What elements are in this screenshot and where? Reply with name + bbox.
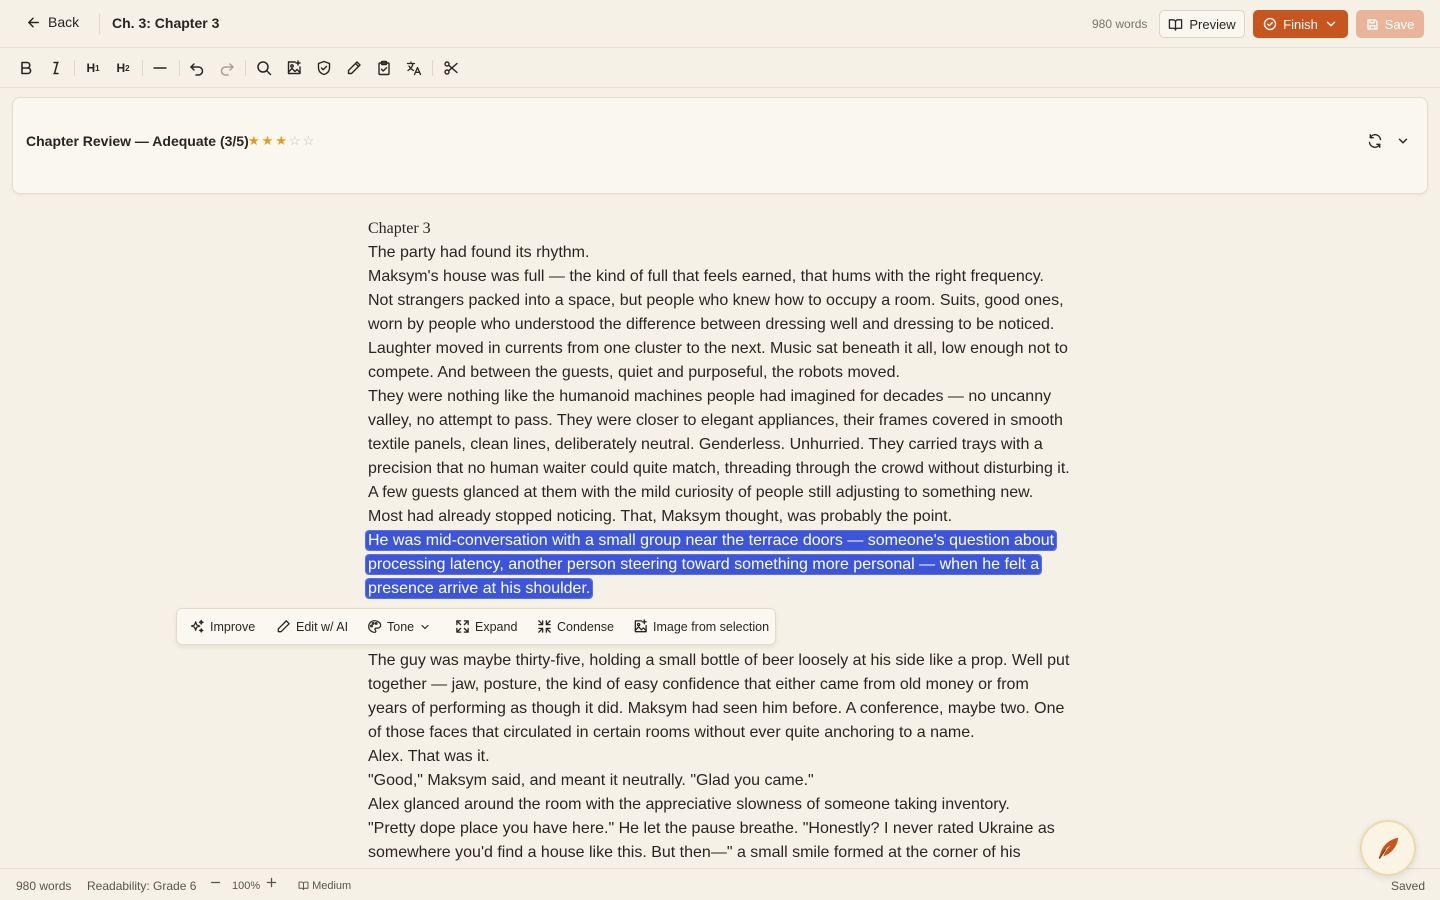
search-button[interactable] [255, 59, 273, 77]
cut-button[interactable] [442, 59, 460, 77]
check-shield-button[interactable] [315, 59, 333, 77]
paragraph: Alex glanced around the room with the appreciative slowness of someone taking inventory. [368, 796, 1010, 813]
toolbar-separator [432, 60, 433, 76]
chapter-review-card[interactable] [12, 97, 1428, 194]
horizontal-rule-button[interactable] [151, 59, 169, 77]
image-from-selection-button[interactable] [633, 619, 769, 634]
heading-1-button[interactable] [84, 59, 102, 77]
shield-check-icon [316, 60, 332, 76]
pencil-icon [276, 619, 291, 634]
save-label: Save [1384, 16, 1415, 32]
paragraph: They were nothing like the humanoid machines people had imagined for decades — no uncanny valley, no attempt to pass. They were closer to elegant appliances, their frames covered in smooth textile panels, clean lines, deliberately neutral. Genderless. Unhurried. They carried trays with a precision that no human waiter could quite match, threading through the crowd without disturbing it. A few guests glanced at them with the mild curiosity of people still adjusting to something new. Most had already stopped noticing. That, Maksym thought, was probably the point. [368, 388, 1070, 525]
expand-icon [455, 619, 470, 634]
width-mode-label: Medium [312, 880, 352, 892]
paragraph: Maksym's house was full — the kind of full that feels earned, that hums with the right frequency. Not strangers packed into a space, but people who knew how to occupy a room. Suits, good ones, worn by people who understood the difference between dressing well and dressing to be noticed. Laughter moved in currents from one cluster to the next. Music sat beneath it all, low enough not to compete. And between the guests, quiet and purposeful, the robots moved. [368, 268, 1068, 381]
preview-label: Preview [1189, 16, 1236, 32]
word-count: 980 words [1092, 17, 1148, 31]
toolbar-separator [142, 60, 143, 76]
insert-image-button[interactable] [285, 59, 303, 77]
minus-icon [209, 876, 222, 889]
paragraph: The guy was maybe thirty-five, holding a small bottle of beer loosely at his side like a prop. Well put together — jaw, posture, the kind of easy confidence that either came from old money or from years of performing as though it did. Maksym had seen him before. A conference, maybe two. One of those faces that circulated in certain rooms without ever quite anchoring to a name. [368, 652, 1070, 741]
chevron-down-icon [1324, 17, 1338, 31]
search-icon [256, 60, 272, 76]
back-label: Back [48, 14, 80, 30]
selected-paragraph [366, 529, 1072, 601]
refresh-icon[interactable] [1367, 133, 1383, 149]
zoom-out-button[interactable] [209, 876, 222, 890]
bold-icon [18, 60, 34, 76]
condense-label: Condense [557, 619, 614, 634]
redo-icon [219, 60, 235, 76]
text-selection: He was mid-conversation with a small group near the terrace doors — someone's question about processing latency, another person steering toward something more personal — when he felt a presence arrive at his shoulder. [368, 532, 1055, 597]
finish-label: Finish [1283, 16, 1318, 32]
palette-icon [367, 619, 382, 634]
ai-selection-toolbar [176, 608, 776, 645]
save-button[interactable] [1356, 10, 1424, 38]
image-plus-icon [286, 60, 302, 76]
expand-label: Expand [475, 619, 518, 634]
tone-dropdown[interactable] [367, 619, 431, 634]
zoom-level: 100% [232, 880, 261, 892]
scissors-icon [443, 60, 459, 76]
star-filled-icon: ★ [248, 133, 260, 148]
paragraph: "Pretty dope place you have here." He let the pause breathe. "Honestly? I never rated Ukraine as somewhere you'd find a house like this. But then—" a small smile formed at the corner of his [368, 820, 1055, 861]
image-plus-icon [633, 619, 648, 634]
paragraph: "Good," Maksym said, and meant it neutrally. "Glad you came." [368, 772, 814, 789]
redo-button[interactable] [218, 59, 236, 77]
h2-sub: 2 [125, 63, 130, 73]
h1-sub: 1 [95, 63, 100, 73]
check-circle-icon [1263, 17, 1277, 31]
star-filled-icon: ★ [261, 133, 274, 148]
zoom-in-button[interactable] [265, 876, 278, 890]
star-filled-icon: ★ [275, 133, 287, 148]
star-empty-icon: ☆ [302, 133, 315, 148]
save-icon [1366, 18, 1379, 31]
pen-tool-button[interactable] [345, 59, 363, 77]
toolbar-separator [245, 60, 246, 76]
h2-label: H [116, 61, 126, 75]
tone-label: Tone [387, 619, 415, 634]
pencil-icon [346, 60, 362, 76]
back-button[interactable] [26, 14, 79, 30]
formatting-toolbar [0, 48, 1440, 88]
h1-label: H [86, 61, 96, 75]
finish-button[interactable] [1253, 10, 1348, 38]
clipboard-check-icon [376, 60, 392, 76]
translate-button[interactable] [405, 59, 423, 77]
toolbar-separator [74, 60, 75, 76]
chapter-editor[interactable] [368, 217, 1072, 889]
readability-score: Readability: Grade 6 [87, 879, 197, 893]
page-width-toggle[interactable] [298, 880, 351, 892]
image-from-selection-label: Image from selection [653, 619, 770, 634]
toolbar-separator [179, 60, 180, 76]
ai-writer-fab[interactable] [1360, 820, 1416, 876]
star-empty-icon: ☆ [288, 133, 301, 148]
horizontal-rule-icon [152, 60, 168, 76]
quill-icon [1375, 835, 1401, 861]
undo-icon [189, 60, 205, 76]
edit-with-ai-button[interactable] [276, 619, 348, 634]
status-word-count: 980 words [16, 879, 72, 893]
sparkles-icon [190, 619, 205, 634]
chevron-down-icon[interactable] [1396, 134, 1410, 148]
italic-button[interactable] [47, 59, 65, 77]
italic-icon [48, 60, 64, 76]
chapter-title: Ch. 3: Chapter 3 [112, 15, 220, 31]
top-bar [0, 0, 1440, 48]
chapter-heading: Chapter 3 [368, 220, 431, 237]
save-status: Saved [1391, 879, 1426, 893]
improve-button[interactable] [190, 619, 255, 634]
bold-button[interactable] [17, 59, 35, 77]
preview-button[interactable] [1159, 10, 1245, 38]
status-bar [0, 868, 1440, 900]
arrow-left-icon [26, 15, 41, 30]
edit-ai-label: Edit w/ AI [296, 619, 349, 634]
translate-icon [406, 60, 422, 76]
undo-button[interactable] [188, 59, 206, 77]
plus-icon [265, 876, 278, 889]
review-title: Chapter Review — Adequate (3/5) [26, 133, 249, 149]
book-open-icon [298, 880, 309, 891]
book-open-icon [1168, 17, 1183, 32]
star-rating [248, 133, 314, 149]
clipboard-check-button[interactable] [375, 59, 393, 77]
paragraph: Alex. That was it. [368, 748, 490, 765]
improve-label: Improve [210, 619, 256, 634]
chevron-down-icon [419, 621, 431, 633]
divider [99, 14, 100, 34]
condense-icon [537, 619, 552, 634]
heading-2-button[interactable] [114, 59, 132, 77]
condense-button[interactable] [537, 619, 614, 634]
expand-button[interactable] [455, 619, 517, 634]
paragraph: The party had found its rhythm. [368, 244, 590, 261]
